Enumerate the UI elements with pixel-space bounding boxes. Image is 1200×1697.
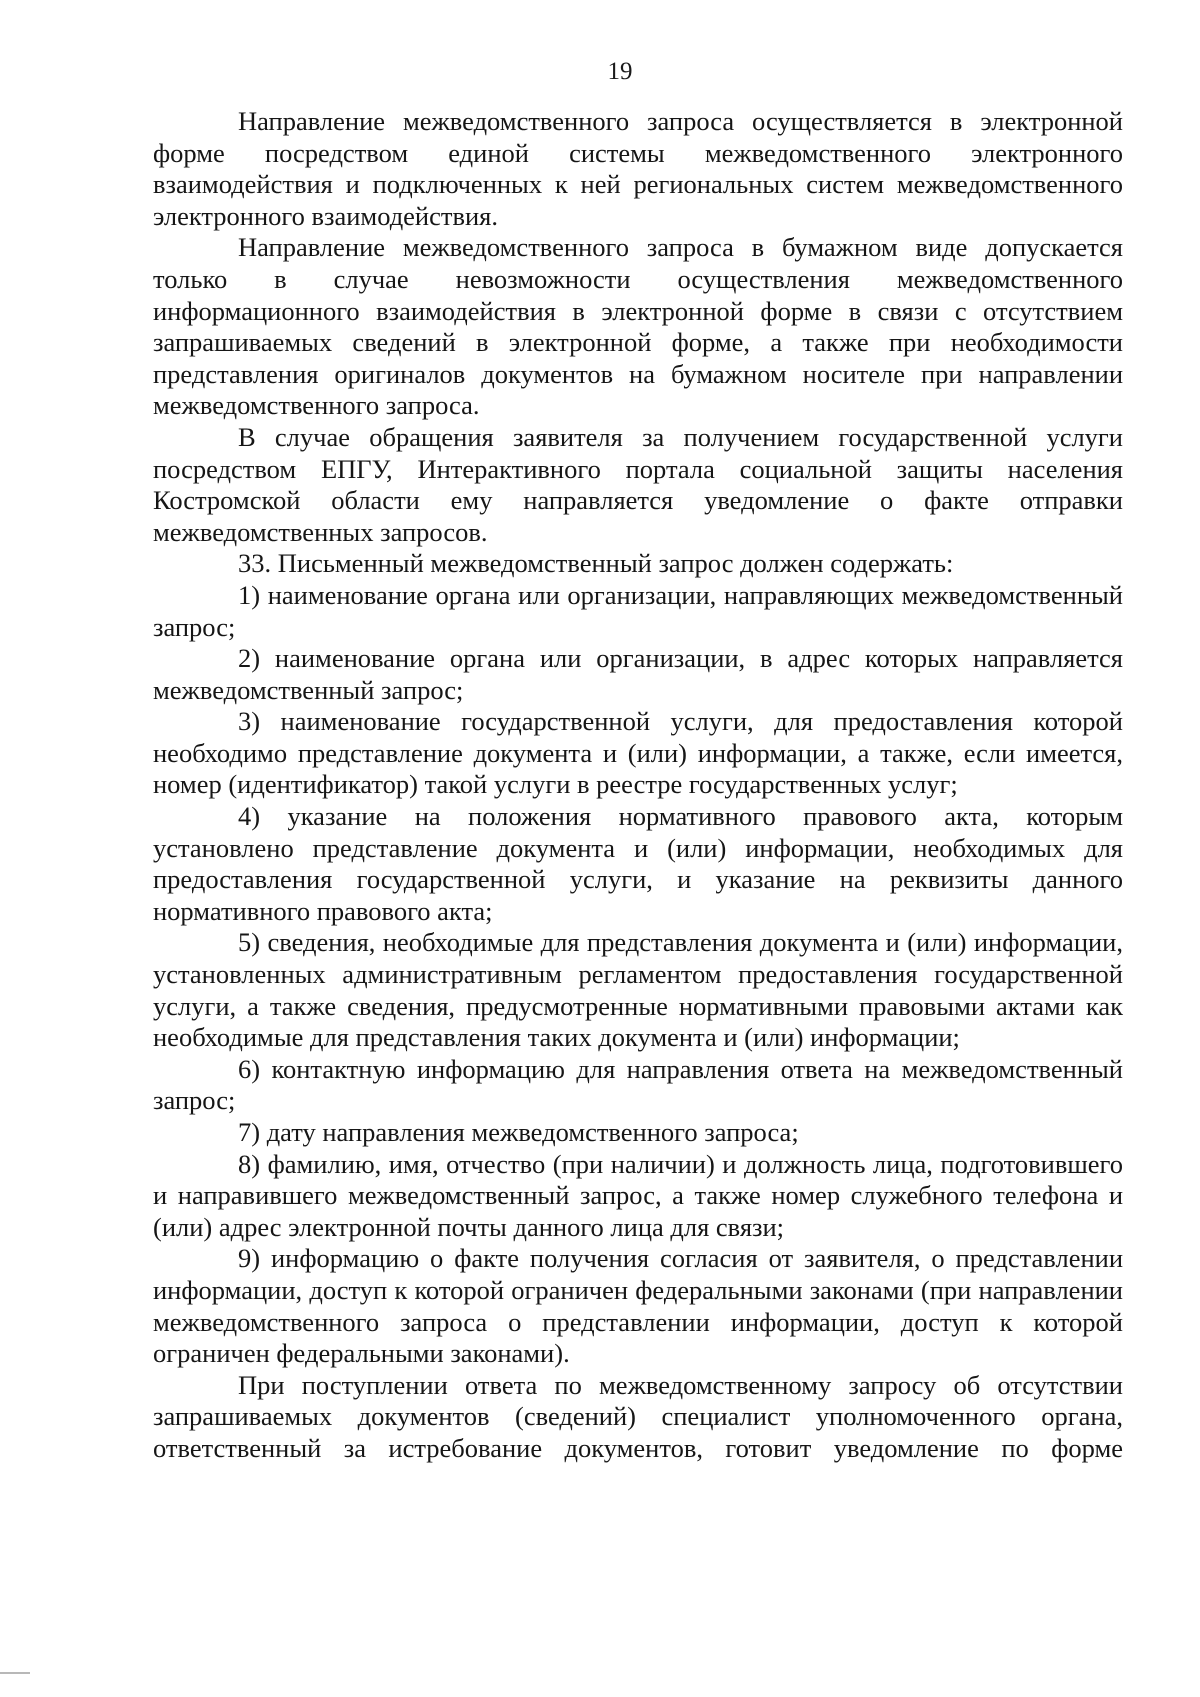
- list-item-1: 1) наименование органа или организации, направляющих межведомственный запрос;: [153, 579, 1123, 642]
- paragraph-item-33-heading: 33. Письменный межведомственный запрос должен содержать:: [238, 548, 954, 579]
- paragraph-response-absence: При поступлении ответа по межведомственному запросу об отсутствии запрашиваемых документов (сведений) специалист уполномоченного органа, ответственный за истребование документов, готовит уведомление по форме: [153, 1369, 1123, 1463]
- paragraph-paper-request: Направление межведомственного запроса в бумажном виде допускается только в случае невозможности осуществления межведомственного информационного взаимодействия в электронной форме в связи с отсутствием запрашиваемых сведений в электронной форме, а также при необходимости представления оригиналов документов на бумажном носителе при направлении межведомственного запроса.: [153, 232, 1123, 421]
- list-item-6: 6) контактную информацию для направления ответа на межведомственный запрос;: [153, 1053, 1123, 1116]
- document-body: [153, 106, 1123, 1465]
- list-item-8: 8) фамилию, имя, отчество (при наличии) и должность лица, подготовившего и направившего межведомственный запрос, а также номер служебного телефона и (или) адрес электронной почты данного лица для связи;: [153, 1148, 1123, 1242]
- list-item-4: 4) указание на положения нормативного правового акта, которым установлено представление документа и (или) информации, необходимых для предоставления государственной услуги, и указание на реквизиты данного нормативного правового акта;: [153, 801, 1123, 926]
- list-item-9: 9) информацию о факте получения согласия от заявителя, о представлении информации, доступ к которой ограничен федеральными законами (при направлении межведомственного запроса о представлении информации, доступ к которой ограничен федеральными законами).: [153, 1243, 1123, 1369]
- list-item-5: 5) сведения, необходимые для представления документа и (или) информации, установленных административным регламентом предоставления государственной услуги, а также сведения, предусмотренные нормативными правовыми актами как необходимые для представления таких документа и (или) информации;: [153, 927, 1123, 1053]
- list-item-7: 7) дату направления межведомственного запроса;: [238, 1117, 799, 1147]
- scan-artifact: [0, 1672, 30, 1674]
- list-item-2: 2) наименование органа или организации, в адрес которых направляется межведомственный запрос;: [153, 643, 1123, 705]
- paragraph-electronic-request: Направление межведомственного запроса осуществляется в электронной форме посредством единой системы межведомственного электронного взаимодействия и подключенных к ней региональных систем межведомственного электронного взаимодействия.: [153, 106, 1123, 231]
- page-number: 19: [607, 58, 633, 85]
- paragraph-applicant-notification: В случае обращения заявителя за получением государственной услуги посредством ЕПГУ, Интерактивного портала социальной защиты населения Костромской области ему направляется уведомление о факте отправки межведомственных запросов.: [153, 421, 1123, 547]
- list-item-3: 3) наименование государственной услуги, для предоставления которой необходимо представление документа и (или) информации, а также, если имеется, номер (идентификатор) такой услуги в реестре государственных услуг;: [153, 706, 1123, 800]
